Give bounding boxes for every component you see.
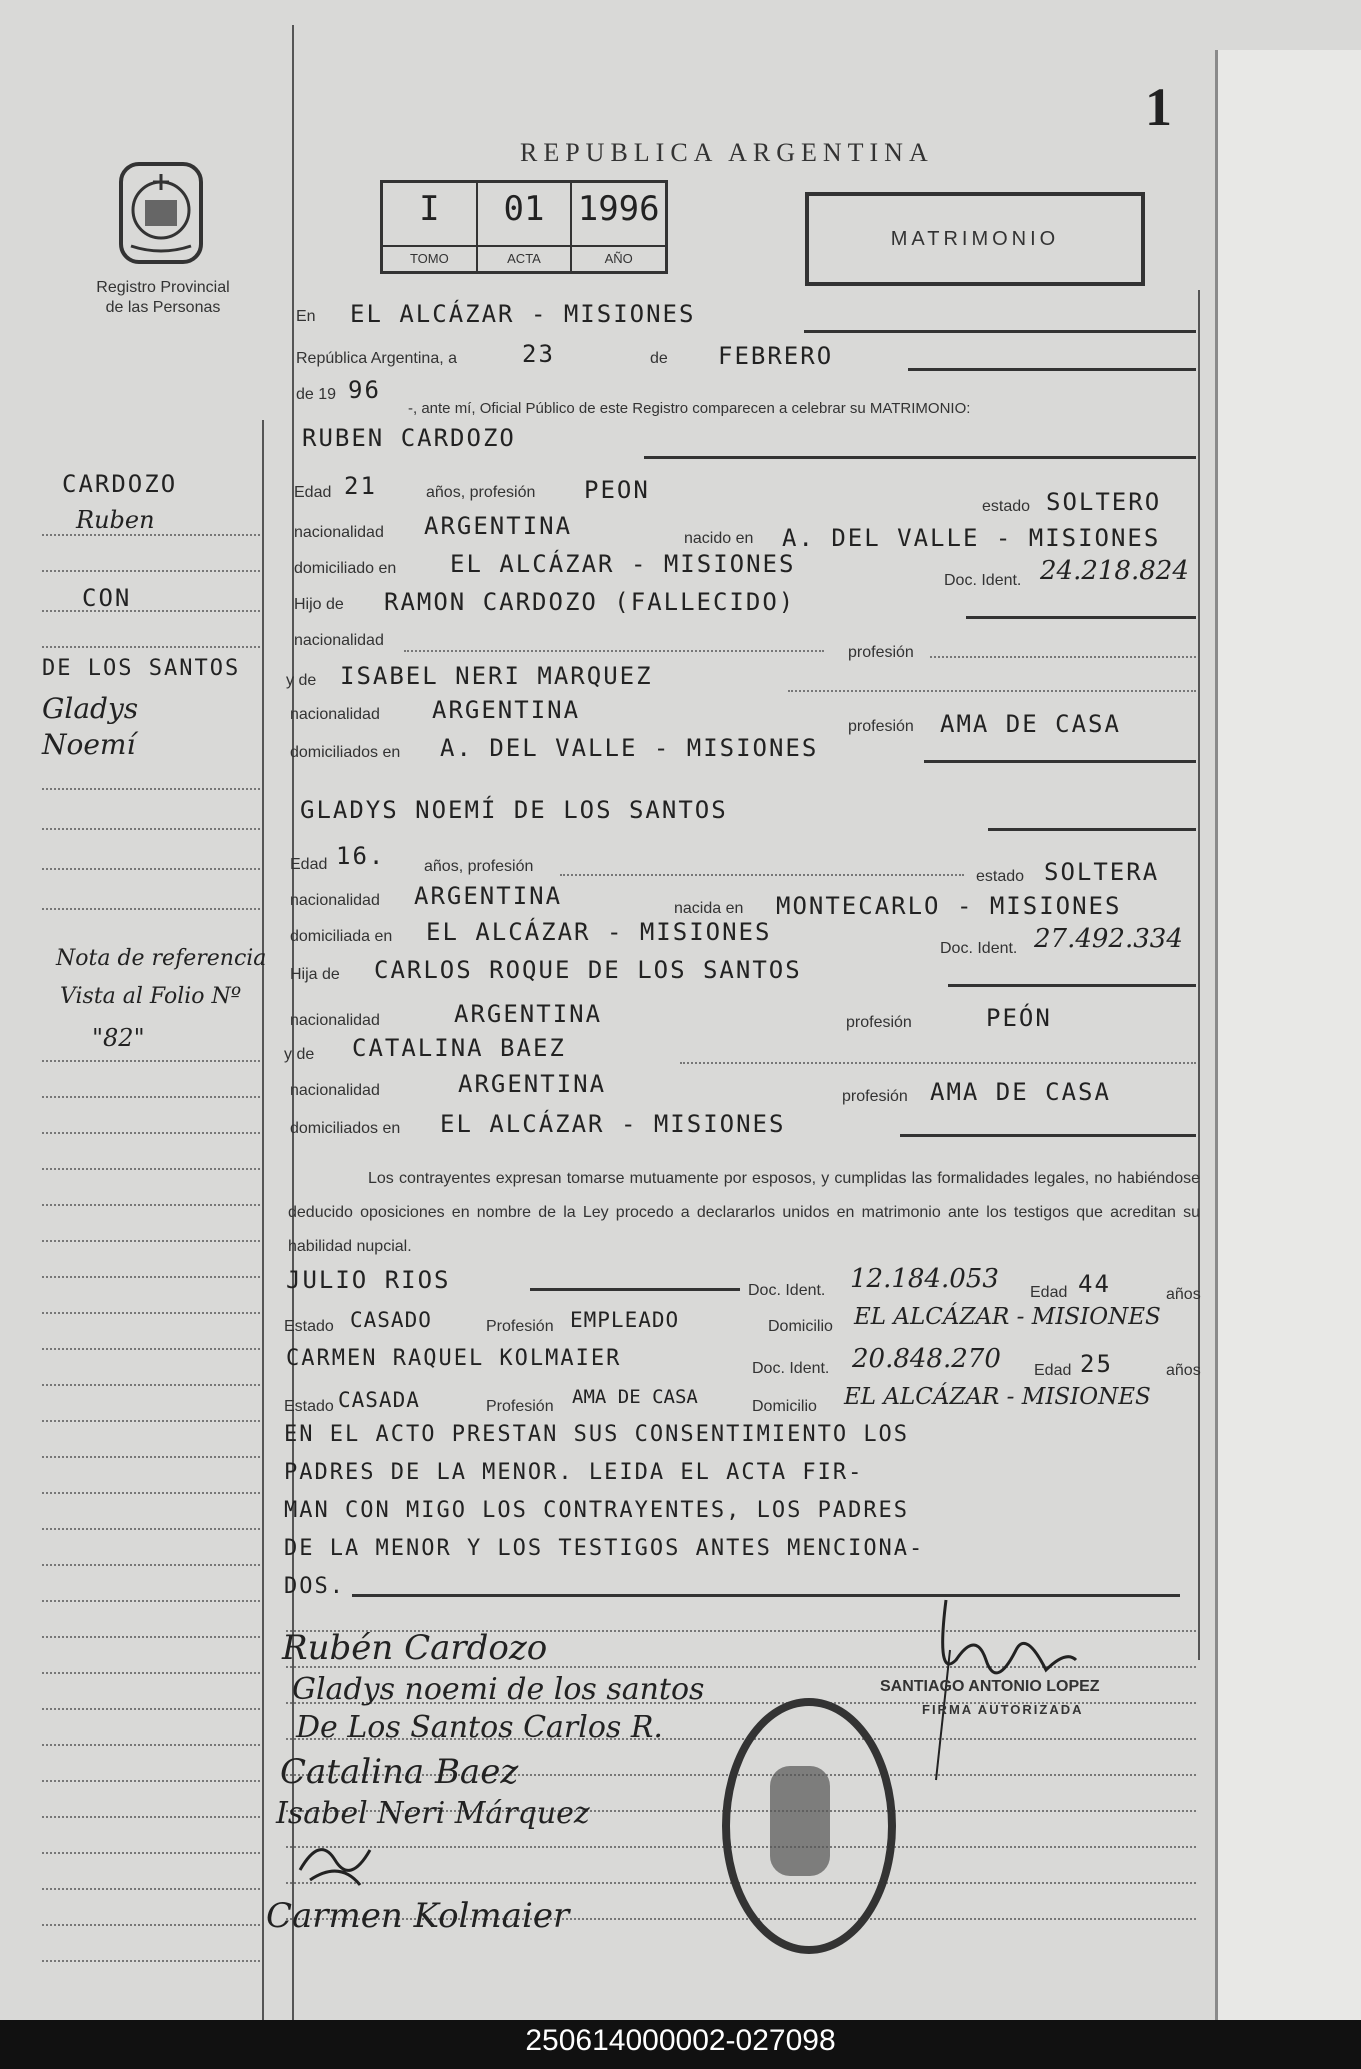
fill-line [908,368,1196,371]
note-line-4: DE LA MENOR Y LOS TESTIGOS ANTES MENCIONA- [284,1536,925,1561]
bride-age: 16. [336,842,386,870]
act-year: 96 [348,376,381,404]
bride-status: SOLTERA [1044,858,1160,886]
tomo-value: I [419,189,440,229]
label-nacionalidad: nacionalidad [294,524,384,541]
label-domicilio: Domicilio [768,1318,833,1335]
margin-note-2: Vista al Folio Nº [60,984,242,1009]
signature-groom: Rubén Cardozo [282,1628,548,1668]
margin-surname: CARDOZO [62,470,178,498]
fill-line [404,650,824,652]
margin-line [42,1600,260,1602]
bride-nationality: ARGENTINA [414,882,563,910]
groom-birthplace: A. DEL VALLE - MISIONES [782,524,1161,552]
act-month: FEBRERO [718,342,834,370]
registry-line-1: Registro Provincial [96,279,230,296]
label-edad: Edad [290,856,328,873]
label-hija-de: Hija de [290,966,340,983]
margin-line [42,1780,260,1782]
ano-value: 1996 [577,189,660,229]
act-day: 23 [522,340,555,368]
note-line-1: EN EL ACTO PRESTAN SUS CONSENTIMIENTO LOS [284,1422,910,1447]
registry-name [68,278,258,318]
margin-line [42,1420,260,1422]
note-line-5: DOS. [284,1574,345,1599]
label-anos-prof: años, profesión [426,484,536,501]
margin-line [42,1132,260,1134]
bride-mother-nationality: ARGENTINA [458,1070,607,1098]
bride-father-nationality: ARGENTINA [454,1000,603,1028]
margin-line [42,908,260,910]
label-profesion: profesión [848,718,914,735]
fill-line [560,874,964,876]
margin-line [42,610,260,612]
margin-line [42,868,260,870]
label-edad: Edad [1030,1284,1068,1301]
margin-line [42,1276,260,1278]
margin-note-3: "82" [92,1024,145,1052]
label-nacido-en: nacido en [684,530,754,547]
margin-line [42,1384,260,1386]
fill-line [948,984,1196,987]
stamp-emblem-icon [770,1766,830,1876]
label-nacionalidad: nacionalidad [290,1012,380,1029]
groom-nationality: ARGENTINA [424,512,573,540]
witness-2-domicile: EL ALCÁZAR - MISIONES [844,1384,1151,1410]
label-domiciliados-en: domiciliados en [290,1120,401,1137]
margin-bride-surname: DE LOS SANTOS [42,656,241,681]
label-rep-arg: República Argentina, a [296,350,457,367]
fill-line [988,828,1196,831]
margin-line [42,1888,260,1890]
bride-parents-domicile: EL ALCÁZAR - MISIONES [440,1110,786,1138]
provincial-seal-icon [115,160,207,266]
margin-line [42,534,260,536]
acta-label: ACTA [478,245,571,271]
note-line-2: PADRES DE LA MENOR. LEIDA EL ACTA FIR- [284,1460,864,1485]
label-hijo-de: Hijo de [294,596,344,613]
margin-line [42,1960,260,1962]
document-id: 250614000002-027098 [525,2024,836,2057]
witness-2-doc: 20.848.270 [852,1344,1001,1374]
groom-parents-domicile: A. DEL VALLE - MISIONES [440,734,819,762]
bride-father: CARLOS ROQUE DE LOS SANTOS [374,956,802,984]
margin-line [42,1168,260,1170]
bride-mother-profession: AMA DE CASA [930,1078,1111,1106]
label-estado-cap: Estado [284,1398,334,1415]
margin-line [42,1528,260,1530]
fill-line [804,330,1196,333]
acta-cell [478,183,573,271]
official-name: SANTIAGO ANTONIO LOPEZ [880,1678,1100,1695]
label-estado: estado [982,498,1031,515]
margin-line [42,1240,260,1242]
witness-1-status: CASADO [350,1308,432,1332]
groom-mother: ISABEL NERI MARQUEZ [340,662,653,690]
fill-line [930,656,1196,658]
margin-line [42,828,260,830]
margin-line [42,1636,260,1638]
margin-firstname: Ruben [76,506,155,534]
label-estado-cap: Estado [284,1318,334,1335]
bride-domicile: EL ALCÁZAR - MISIONES [426,918,772,946]
margin-line [42,1060,260,1062]
label-domiciliados-en: domiciliados en [290,744,401,761]
label-en: En [296,308,316,325]
label-domicilio: Domicilio [752,1398,817,1415]
signature-bride-mother: Catalina Baez [280,1752,519,1792]
witness-1-age: 44 [1078,1270,1111,1298]
margin-line [42,1672,260,1674]
bride-father-profession: PEÓN [986,1004,1052,1032]
groom-name: RUBEN CARDOZO [302,424,516,452]
label-anos: años [1166,1362,1201,1379]
label-profesion-cap: Profesión [486,1398,554,1415]
label-nacionalidad: nacionalidad [290,1082,380,1099]
signature-witness-2: Carmen Kolmaier [266,1896,570,1936]
groom-mother-nationality: ARGENTINA [432,696,581,724]
groom-father: RAMON CARDOZO (FALLECIDO) [384,588,796,616]
bride-name: GLADYS NOEMÍ DE LOS SANTOS [300,796,728,824]
signature-bride: Gladys noemi de los santos [292,1672,705,1707]
label-doc-ident: Doc. Ident. [940,940,1018,957]
groom-status: SOLTERO [1046,488,1162,516]
margin-line [42,1312,260,1314]
margin-con: CON [82,584,132,612]
fill-line [966,616,1196,619]
margin-line [42,1492,260,1494]
margin-line [42,1852,260,1854]
label-profesion-cap: Profesión [486,1318,554,1335]
groom-doc: 24.218.824 [1040,556,1189,586]
label-y-de: y de [286,672,317,689]
label-nacionalidad: nacionalidad [290,706,380,723]
margin-line [42,1708,260,1710]
bride-birthplace: MONTECARLO - MISIONES [776,892,1122,920]
label-estado: estado [976,868,1025,885]
label-domiciliada-en: domiciliada en [290,928,393,945]
label-doc-ident: Doc. Ident. [944,572,1022,589]
act-place: EL ALCÁZAR - MISIONES [350,300,696,328]
label-profesion: profesión [848,644,914,661]
label-anos-prof: años, profesión [424,858,534,875]
registry-line-2: de las Personas [105,299,221,316]
margin-line [42,1924,260,1926]
fill-line [530,1288,740,1291]
label-de19: de 19 [296,386,337,403]
country-title: REPUBLICA ARGENTINA [520,138,934,167]
label-profesion: profesión [846,1014,912,1031]
margin-bride-name2: Noemí [42,728,136,761]
tomo-label: TOMO [383,245,476,271]
certificate-type-box: MATRIMONIO [805,192,1145,286]
bride-doc: 27.492.334 [1034,924,1183,954]
margin-bride-name1: Gladys [42,692,139,725]
acta-value: 01 [503,189,545,229]
fill-line [680,1062,1196,1064]
label-doc-ident: Doc. Ident. [752,1360,830,1377]
label-domiciliado-en: domiciliado en [294,560,397,577]
witness-1-domicile: EL ALCÁZAR - MISIONES [854,1304,1161,1330]
witness-1-doc: 12.184.053 [850,1264,999,1294]
margin-line [42,1456,260,1458]
margin-line [42,1744,260,1746]
witness-1-scribble-signature [290,1830,380,1890]
witness-1-profession: EMPLEADO [570,1308,680,1332]
margin-line [42,570,260,572]
label-nacionalidad: nacionalidad [294,632,384,649]
margin-line [42,1564,260,1566]
official-role: FIRMA AUTORIZADA [922,1702,1084,1717]
witness-2-name: CARMEN RAQUEL KOLMAIER [286,1346,622,1371]
fill-line [900,1134,1196,1137]
witness-2-status: CASADA [338,1388,420,1412]
label-anos: años [1166,1286,1201,1303]
bride-mother: CATALINA BAEZ [352,1034,566,1062]
groom-mother-profession: AMA DE CASA [940,710,1121,738]
label-ante-mi: -, ante mí, Oficial Público de este Registro comparecen a celebrar su MATRIMONIO: [408,400,971,417]
label-profesion: profesión [842,1088,908,1105]
label-de: de [650,350,668,367]
witness-2-profession: AMA DE CASA [572,1386,698,1408]
official-stamp-icon [722,1698,896,1954]
label-nacida-en: nacida en [674,900,744,917]
ano-cell [572,183,665,271]
margin-line [42,646,260,648]
declaration-paragraph: Los contrayentes expresan tomarse mutuamente por esposos, y cumplidas las formalidades legales, no habiéndose deducido oposiciones en nombre de la Ley procedo a declararlos unidos en matrimonio ante los testigos que acreditan su habilidad nupcial. [288,1170,1200,1255]
witness-1-name: JULIO RIOS [286,1266,451,1294]
witness-2-age: 25 [1080,1350,1113,1378]
fill-line [644,456,1196,459]
label-y-de: y de [284,1046,315,1063]
groom-profession: PEON [584,476,650,504]
signature-bride-father: De Los Santos Carlos R. [296,1710,663,1745]
tomo-cell [383,183,478,271]
margin-line [42,1096,260,1098]
note-line-3: MAN CON MIGO LOS CONTRAYENTES, LOS PADRES [284,1498,910,1523]
label-doc-ident: Doc. Ident. [748,1282,826,1299]
record-box [380,180,668,274]
page-number: 1 [1145,77,1172,137]
label-edad: Edad [294,484,332,501]
label-edad: Edad [1034,1362,1072,1379]
margin-note-1: Nota de referencia [56,946,267,971]
groom-domicile: EL ALCÁZAR - MISIONES [450,550,796,578]
margin-vertical-rule [262,420,264,2020]
fill-line [924,760,1196,763]
groom-age: 21 [344,472,377,500]
adjacent-page-edge [1215,50,1361,2020]
margin-line [42,1816,260,1818]
fill-line [788,690,1196,692]
ano-label: AÑO [572,245,665,271]
margin-line [42,1204,260,1206]
signature-groom-mother: Isabel Neri Márquez [276,1796,590,1831]
margin-line [42,788,260,790]
right-vertical-rule [1198,290,1200,1660]
label-nacionalidad: nacionalidad [290,892,380,909]
margin-line [42,1348,260,1350]
